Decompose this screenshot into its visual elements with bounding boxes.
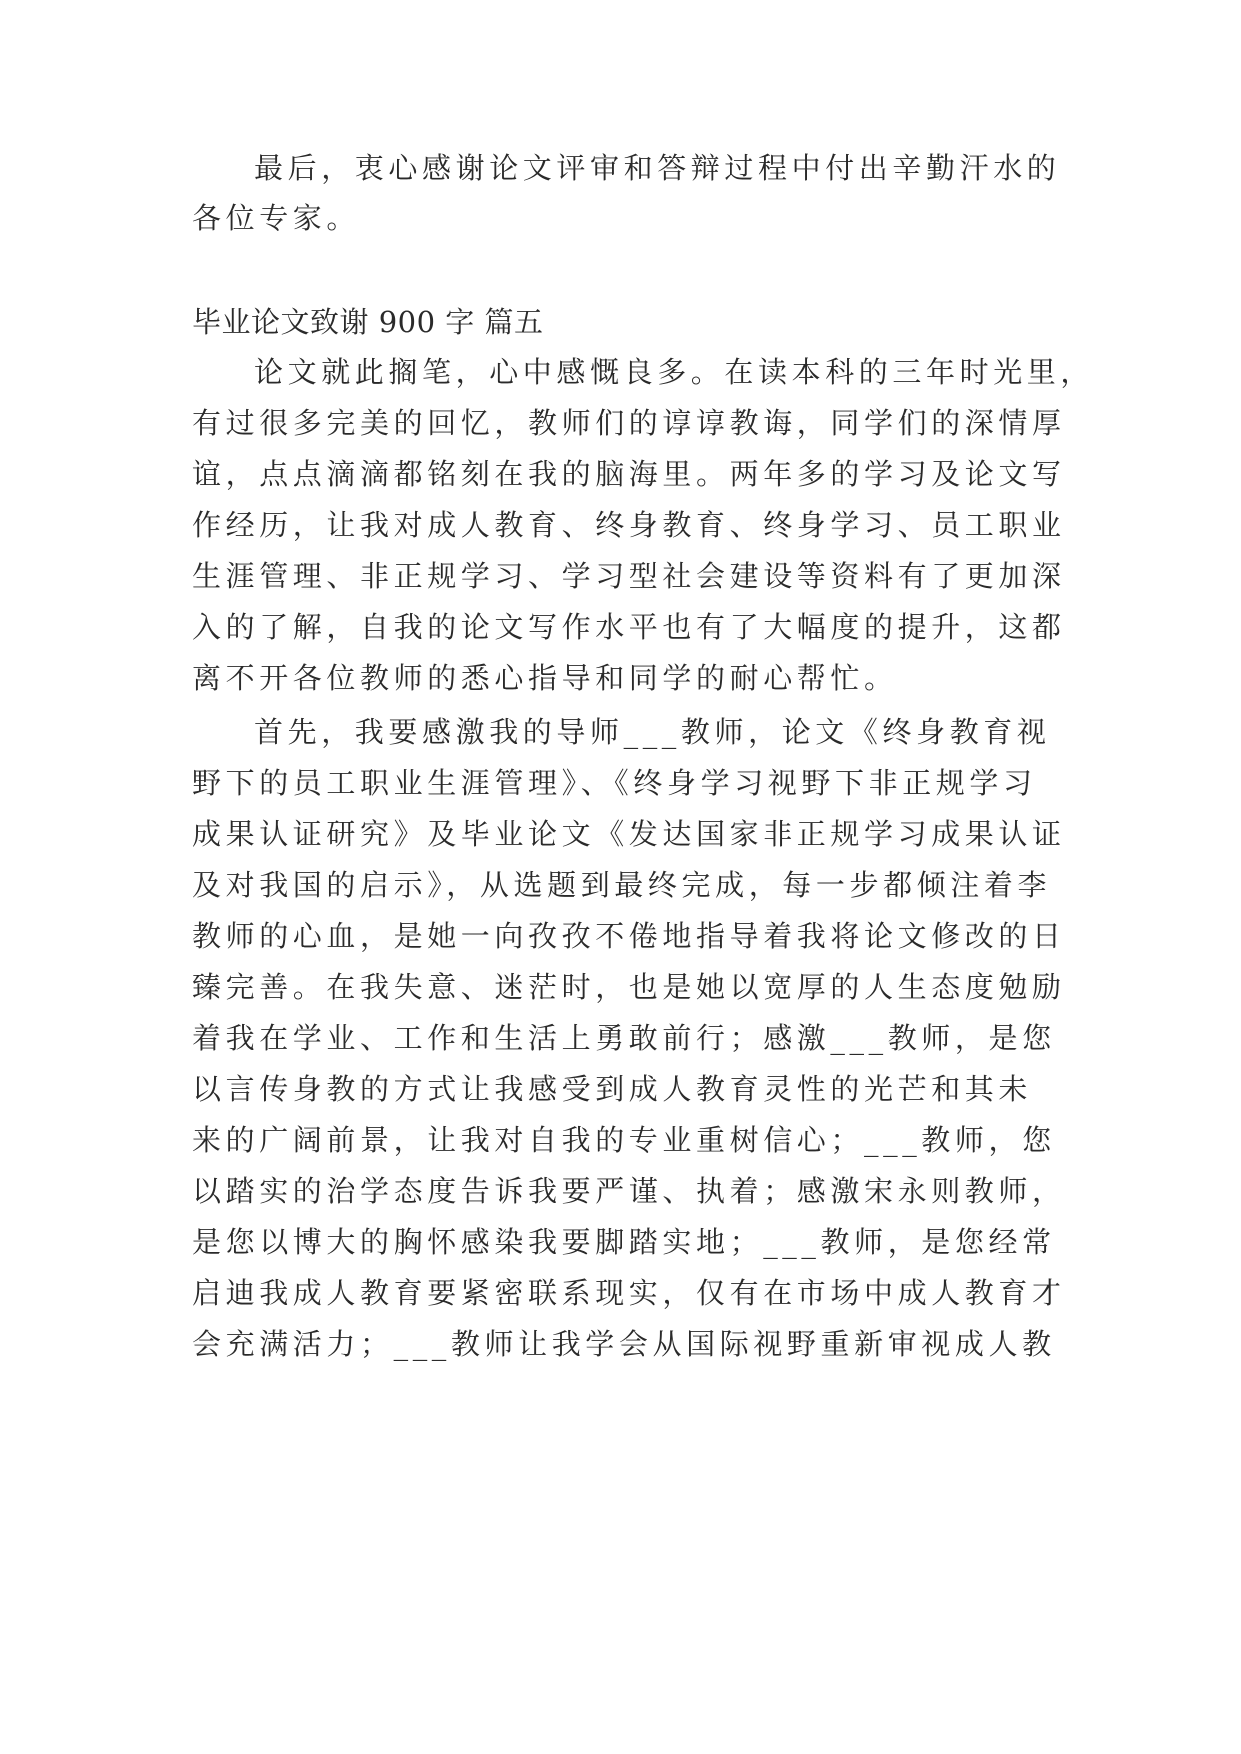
paragraph-3-line-2: 野下的员工职业生涯管理》、《终身学习视野下非正规学习 [192,766,1037,800]
paragraph-2-line-5: 生涯管理、非正规学习、学习型社会建设等资料有了更加深 [192,559,1066,593]
paragraph-3-line-5: 教师的心血，是她一向孜孜不倦地指导着我将论文修改的日 [192,919,1066,953]
paragraph-1-line-2: 各位专家。 [192,201,361,235]
paragraph-2-line-2: 有过很多完美的回忆，教师们的谆谆教诲，同学们的深情厚 [192,406,1066,440]
paragraph-2-line-3: 谊，点点滴滴都铭刻在我的脑海里。两年多的学习及论文写 [192,457,1066,491]
paragraph-2-line-1: 论文就此搁笔，心中感慨良多。在读本科的三年时光里， [254,355,1095,389]
paragraph-3-line-3: 成果认证研究》及毕业论文《发达国家非正规学习成果认证 [192,817,1066,851]
paragraph-2-line-6: 入的了解，自我的论文写作水平也有了大幅度的提升，这都 [192,610,1066,644]
paragraph-3-line-11: 是您以博大的胸怀感染我要脚踏实地；___教师，是您经常 [192,1225,1056,1259]
paragraph-3-line-6: 臻完善。在我失意、迷茫时，也是她以宽厚的人生态度勉励 [192,970,1066,1004]
paragraph-3-line-1: 首先，我要感激我的导师___教师，论文《终身教育视 [254,715,1051,749]
paragraph-3-line-10: 以踏实的治学态度告诉我要严谨、执着；感激宋永则教师， [192,1174,1066,1208]
paragraph-3-line-4: 及对我国的启示》，从选题到最终完成，每一步都倾注着李 [192,868,1052,902]
paragraph-3-line-12: 启迪我成人教育要紧密联系现实，仅有在市场中成人教育才 [192,1276,1066,1310]
paragraph-3-line-9: 来的广阔前景，让我对自我的专业重树信心；___教师，您 [192,1123,1056,1157]
paragraph-3-line-13: 会充满活力；___教师让我学会从国际视野重新审视成人教 [192,1327,1056,1361]
paragraph-2-line-7: 离不开各位教师的悉心指导和同学的耐心帮忙。 [192,661,898,695]
section-heading: 毕业论文致谢 900 字 篇五 [192,305,544,339]
paragraph-1-line-1: 最后，衷心感谢论文评审和答辩过程中付出辛勤汗水的 [254,151,1061,185]
paragraph-3-line-8: 以言传身教的方式让我感受到成人教育灵性的光芒和其未 [192,1072,1033,1106]
paragraph-2-line-4: 作经历，让我对成人教育、终身教育、终身学习、员工职业 [192,508,1066,542]
paragraph-3-line-7: 着我在学业、工作和生活上勇敢前行；感激___教师，是您 [192,1021,1056,1055]
